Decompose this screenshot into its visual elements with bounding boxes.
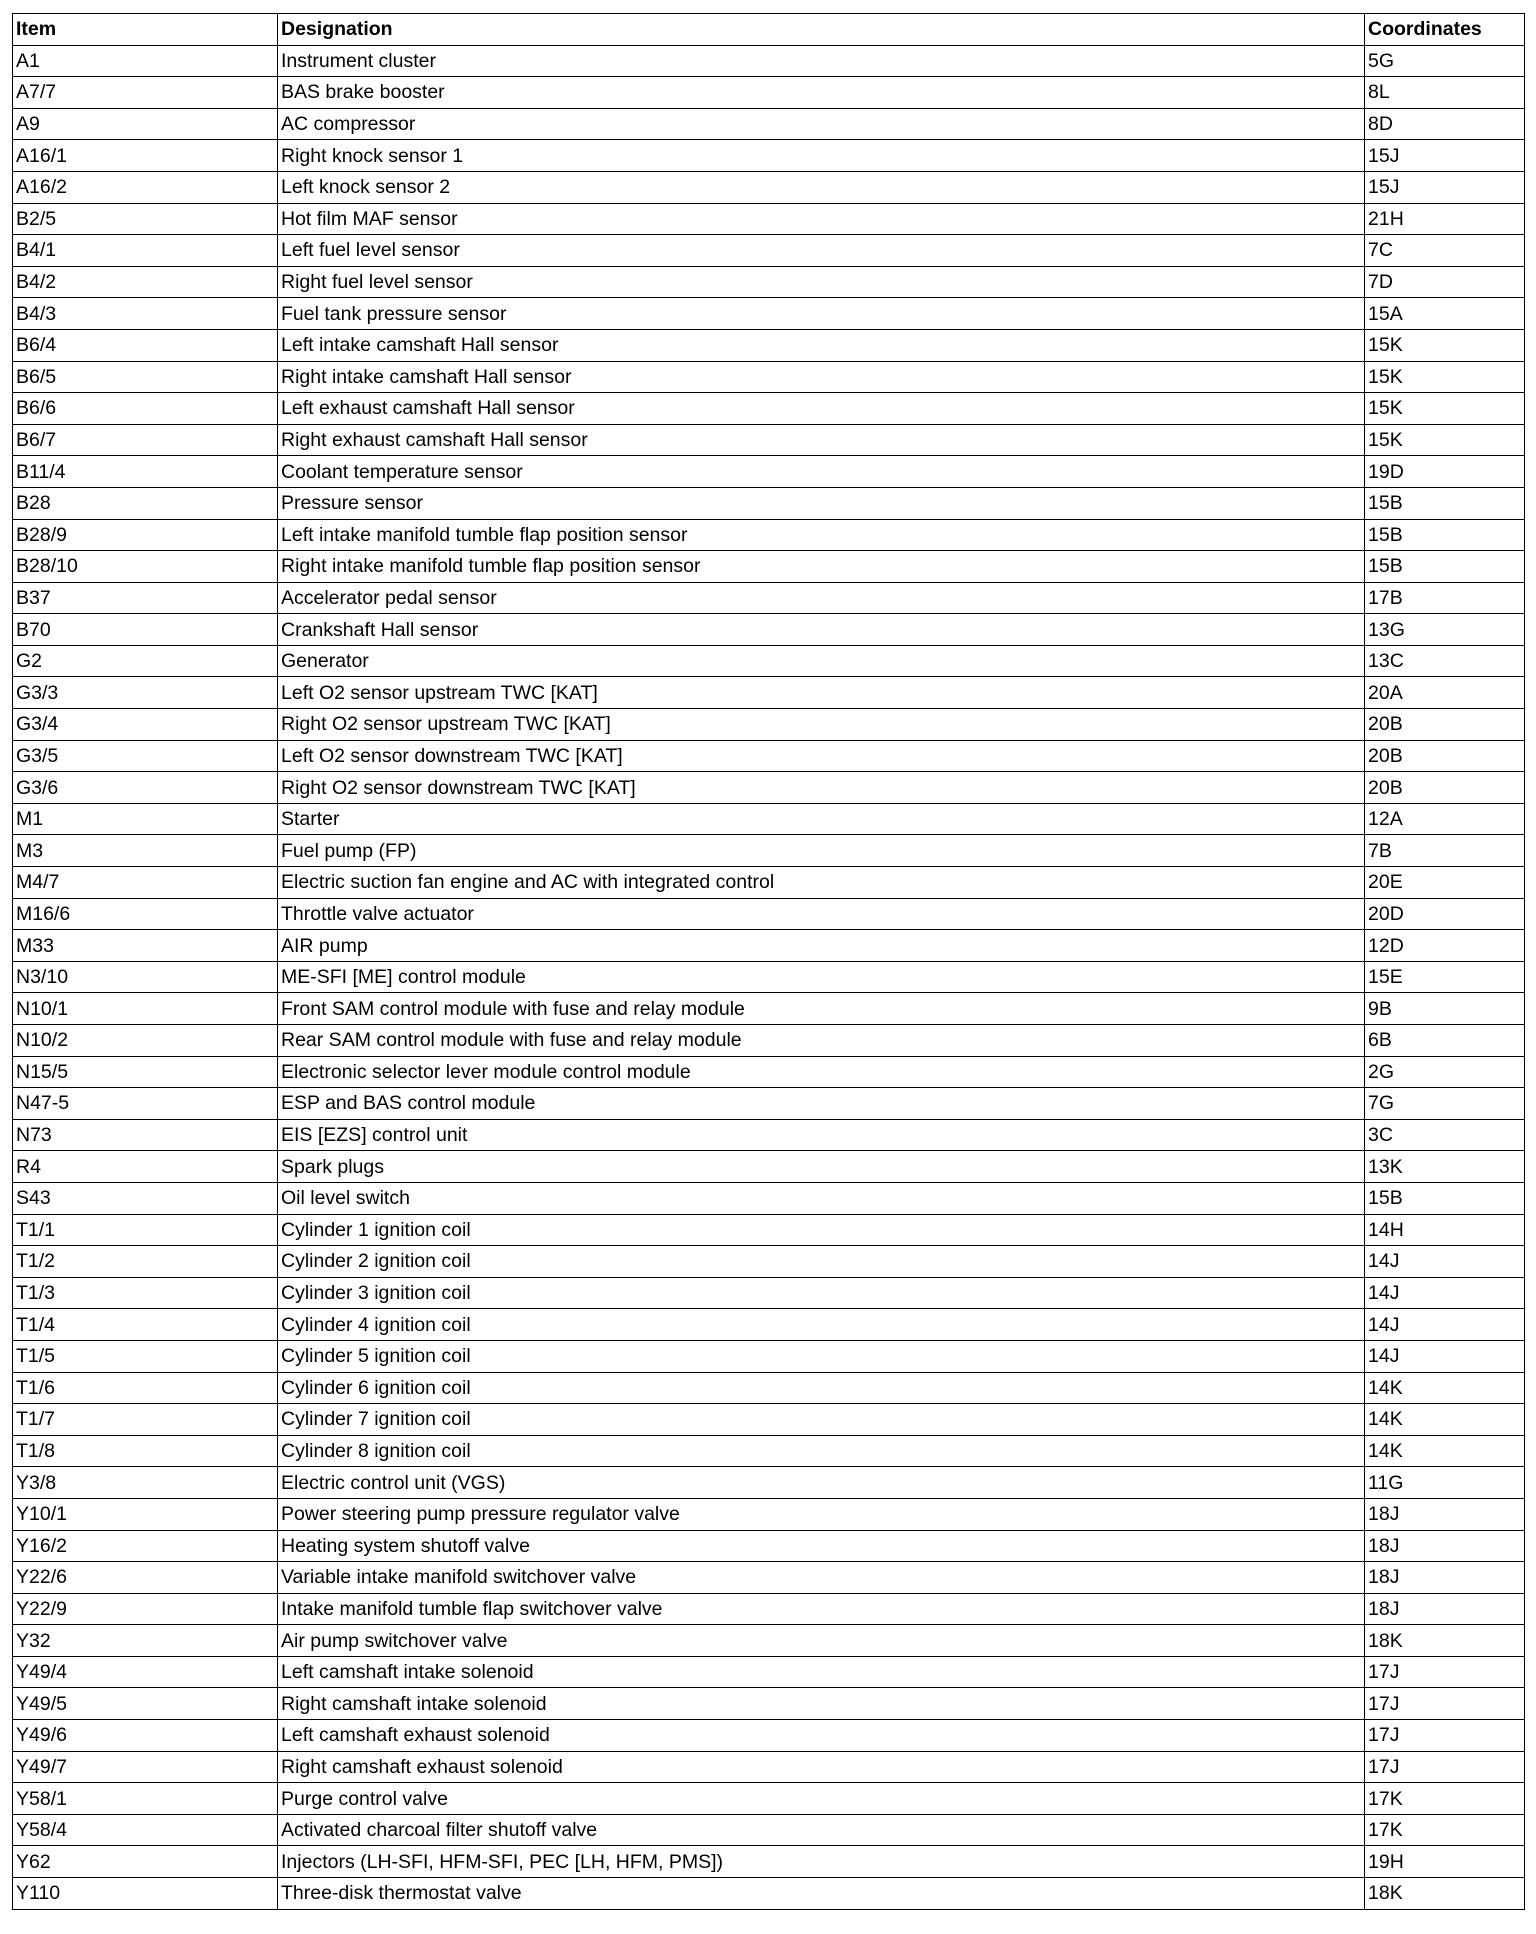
cell-item: B28/9	[13, 519, 278, 551]
cell-coordinates: 14K	[1365, 1435, 1525, 1467]
cell-item: B4/3	[13, 298, 278, 330]
cell-item: M1	[13, 803, 278, 835]
cell-item: Y62	[13, 1846, 278, 1878]
cell-coordinates: 19D	[1365, 456, 1525, 488]
table-row	[13, 614, 1525, 646]
cell-item: Y49/5	[13, 1688, 278, 1720]
table-row	[13, 1814, 1525, 1846]
cell-item: Y16/2	[13, 1530, 278, 1562]
cell-designation: Rear SAM control module with fuse and relay module	[278, 1025, 1365, 1057]
cell-designation: Right O2 sensor upstream TWC [KAT]	[278, 709, 1365, 741]
cell-item: Y49/4	[13, 1656, 278, 1688]
cell-item: Y49/6	[13, 1720, 278, 1752]
cell-item: A7/7	[13, 77, 278, 109]
cell-designation: Spark plugs	[278, 1151, 1365, 1183]
cell-designation: Electric control unit (VGS)	[278, 1467, 1365, 1499]
table-row	[13, 1688, 1525, 1720]
table-row	[13, 1277, 1525, 1309]
cell-item: Y22/9	[13, 1593, 278, 1625]
table-row	[13, 108, 1525, 140]
table-row	[13, 1498, 1525, 1530]
table-row	[13, 740, 1525, 772]
table-row	[13, 393, 1525, 425]
cell-item: T1/8	[13, 1435, 278, 1467]
table-row	[13, 1435, 1525, 1467]
cell-designation: Generator	[278, 645, 1365, 677]
cell-coordinates: 12A	[1365, 803, 1525, 835]
table-row	[13, 1151, 1525, 1183]
cell-item: N10/2	[13, 1025, 278, 1057]
cell-item: T1/5	[13, 1340, 278, 1372]
cell-item: Y32	[13, 1625, 278, 1657]
cell-designation: Right exhaust camshaft Hall sensor	[278, 424, 1365, 456]
cell-designation: Pressure sensor	[278, 487, 1365, 519]
cell-designation: Coolant temperature sensor	[278, 456, 1365, 488]
component-legend-table	[12, 13, 1525, 1910]
cell-designation: AC compressor	[278, 108, 1365, 140]
cell-coordinates: 15B	[1365, 487, 1525, 519]
cell-designation: Fuel tank pressure sensor	[278, 298, 1365, 330]
cell-item: B4/2	[13, 266, 278, 298]
cell-designation: Three-disk thermostat valve	[278, 1878, 1365, 1910]
cell-coordinates: 7D	[1365, 266, 1525, 298]
table-row	[13, 45, 1525, 77]
cell-item: N73	[13, 1119, 278, 1151]
cell-coordinates: 17B	[1365, 582, 1525, 614]
table-row	[13, 898, 1525, 930]
cell-coordinates: 3C	[1365, 1119, 1525, 1151]
table-row	[13, 709, 1525, 741]
table-row	[13, 266, 1525, 298]
cell-coordinates: 17K	[1365, 1783, 1525, 1815]
table-row	[13, 803, 1525, 835]
cell-item: Y22/6	[13, 1562, 278, 1594]
cell-coordinates: 21H	[1365, 203, 1525, 235]
cell-item: T1/3	[13, 1277, 278, 1309]
cell-designation: Right knock sensor 1	[278, 140, 1365, 172]
cell-coordinates: 20E	[1365, 867, 1525, 899]
table-row	[13, 1593, 1525, 1625]
cell-coordinates: 15K	[1365, 361, 1525, 393]
table-row	[13, 772, 1525, 804]
cell-designation: Cylinder 6 ignition coil	[278, 1372, 1365, 1404]
table-row	[13, 140, 1525, 172]
cell-coordinates: 17J	[1365, 1751, 1525, 1783]
table-row	[13, 1372, 1525, 1404]
table-row	[13, 993, 1525, 1025]
cell-item: M4/7	[13, 867, 278, 899]
cell-item: B11/4	[13, 456, 278, 488]
cell-designation: Right camshaft intake solenoid	[278, 1688, 1365, 1720]
cell-coordinates: 18K	[1365, 1625, 1525, 1657]
table-row	[13, 171, 1525, 203]
cell-designation: Air pump switchover valve	[278, 1625, 1365, 1657]
cell-coordinates: 15B	[1365, 1182, 1525, 1214]
cell-coordinates: 15K	[1365, 329, 1525, 361]
cell-coordinates: 20A	[1365, 677, 1525, 709]
cell-designation: Heating system shutoff valve	[278, 1530, 1365, 1562]
cell-designation: Throttle valve actuator	[278, 898, 1365, 930]
cell-item: Y3/8	[13, 1467, 278, 1499]
cell-designation: Left knock sensor 2	[278, 171, 1365, 203]
cell-item: B6/4	[13, 329, 278, 361]
table-row	[13, 456, 1525, 488]
table-row	[13, 424, 1525, 456]
cell-designation: Crankshaft Hall sensor	[278, 614, 1365, 646]
cell-designation: Cylinder 3 ignition coil	[278, 1277, 1365, 1309]
cell-item: B28/10	[13, 551, 278, 583]
cell-coordinates: 15J	[1365, 171, 1525, 203]
table-row	[13, 1783, 1525, 1815]
table-row	[13, 582, 1525, 614]
table-row	[13, 835, 1525, 867]
cell-coordinates: 15K	[1365, 393, 1525, 425]
cell-designation: BAS brake booster	[278, 77, 1365, 109]
cell-coordinates: 7C	[1365, 235, 1525, 267]
table-row	[13, 1625, 1525, 1657]
table-row	[13, 645, 1525, 677]
cell-designation: Cylinder 4 ignition coil	[278, 1309, 1365, 1341]
cell-designation: ESP and BAS control module	[278, 1088, 1365, 1120]
cell-coordinates: 5G	[1365, 45, 1525, 77]
table-row	[13, 1056, 1525, 1088]
cell-coordinates: 9B	[1365, 993, 1525, 1025]
table-row	[13, 329, 1525, 361]
cell-designation: Cylinder 1 ignition coil	[278, 1214, 1365, 1246]
cell-coordinates: 14J	[1365, 1277, 1525, 1309]
cell-designation: Injectors (LH-SFI, HFM-SFI, PEC [LH, HFM, PMS])	[278, 1846, 1365, 1878]
cell-coordinates: 7G	[1365, 1088, 1525, 1120]
cell-item: M16/6	[13, 898, 278, 930]
cell-item: G3/6	[13, 772, 278, 804]
cell-item: B4/1	[13, 235, 278, 267]
cell-coordinates: 17J	[1365, 1688, 1525, 1720]
cell-coordinates: 14J	[1365, 1309, 1525, 1341]
table-row	[13, 361, 1525, 393]
cell-item: T1/4	[13, 1309, 278, 1341]
cell-coordinates: 7B	[1365, 835, 1525, 867]
cell-designation: AIR pump	[278, 930, 1365, 962]
table-header	[13, 14, 1525, 46]
table-row	[13, 1846, 1525, 1878]
table-row	[13, 1340, 1525, 1372]
cell-designation: Right intake camshaft Hall sensor	[278, 361, 1365, 393]
table-row	[13, 1309, 1525, 1341]
cell-coordinates: 2G	[1365, 1056, 1525, 1088]
cell-coordinates: 11G	[1365, 1467, 1525, 1499]
cell-item: Y58/1	[13, 1783, 278, 1815]
cell-coordinates: 20B	[1365, 709, 1525, 741]
cell-coordinates: 18J	[1365, 1562, 1525, 1594]
table-row	[13, 77, 1525, 109]
table-row	[13, 930, 1525, 962]
cell-item: A1	[13, 45, 278, 77]
table-row	[13, 867, 1525, 899]
cell-designation: Right intake manifold tumble flap position sensor	[278, 551, 1365, 583]
cell-item: N47-5	[13, 1088, 278, 1120]
cell-coordinates: 8L	[1365, 77, 1525, 109]
cell-designation: Left O2 sensor upstream TWC [KAT]	[278, 677, 1365, 709]
cell-coordinates: 14H	[1365, 1214, 1525, 1246]
cell-designation: Right camshaft exhaust solenoid	[278, 1751, 1365, 1783]
cell-coordinates: 15B	[1365, 519, 1525, 551]
cell-designation: Electric suction fan engine and AC with integrated control	[278, 867, 1365, 899]
cell-coordinates: 14J	[1365, 1246, 1525, 1278]
cell-item: G3/4	[13, 709, 278, 741]
cell-coordinates: 15B	[1365, 551, 1525, 583]
cell-item: M33	[13, 930, 278, 962]
table-row	[13, 1246, 1525, 1278]
cell-coordinates: 19H	[1365, 1846, 1525, 1878]
cell-item: G3/3	[13, 677, 278, 709]
cell-item: B6/7	[13, 424, 278, 456]
cell-item: B6/6	[13, 393, 278, 425]
cell-coordinates: 13K	[1365, 1151, 1525, 1183]
cell-designation: Hot film MAF sensor	[278, 203, 1365, 235]
cell-coordinates: 13G	[1365, 614, 1525, 646]
table-row	[13, 1467, 1525, 1499]
header-row	[13, 14, 1525, 46]
cell-coordinates: 18J	[1365, 1593, 1525, 1625]
cell-coordinates: 20B	[1365, 772, 1525, 804]
cell-item: Y10/1	[13, 1498, 278, 1530]
table-row	[13, 1404, 1525, 1436]
cell-designation: Right fuel level sensor	[278, 266, 1365, 298]
cell-designation: Instrument cluster	[278, 45, 1365, 77]
cell-item: R4	[13, 1151, 278, 1183]
cell-item: N15/5	[13, 1056, 278, 1088]
cell-coordinates: 14K	[1365, 1372, 1525, 1404]
cell-item: A16/2	[13, 171, 278, 203]
cell-designation: Purge control valve	[278, 1783, 1365, 1815]
table-row	[13, 1562, 1525, 1594]
cell-designation: Fuel pump (FP)	[278, 835, 1365, 867]
cell-item: Y110	[13, 1878, 278, 1910]
table-row	[13, 1214, 1525, 1246]
table-row	[13, 677, 1525, 709]
cell-coordinates: 17J	[1365, 1656, 1525, 1688]
cell-item: Y49/7	[13, 1751, 278, 1783]
cell-designation: Left fuel level sensor	[278, 235, 1365, 267]
cell-designation: Left intake manifold tumble flap position sensor	[278, 519, 1365, 551]
cell-designation: Cylinder 8 ignition coil	[278, 1435, 1365, 1467]
component-legend-sheet	[12, 13, 1524, 1910]
table-row	[13, 1656, 1525, 1688]
cell-coordinates: 18K	[1365, 1878, 1525, 1910]
cell-coordinates: 18J	[1365, 1498, 1525, 1530]
cell-designation: Accelerator pedal sensor	[278, 582, 1365, 614]
column-header-designation: Designation	[278, 14, 1365, 46]
cell-coordinates: 13C	[1365, 645, 1525, 677]
column-header-coordinates: Coordinates	[1365, 14, 1525, 46]
cell-coordinates: 15A	[1365, 298, 1525, 330]
cell-coordinates: 14J	[1365, 1340, 1525, 1372]
cell-coordinates: 17J	[1365, 1720, 1525, 1752]
cell-designation: Power steering pump pressure regulator valve	[278, 1498, 1365, 1530]
cell-coordinates: 8D	[1365, 108, 1525, 140]
cell-item: S43	[13, 1182, 278, 1214]
cell-coordinates: 20D	[1365, 898, 1525, 930]
cell-item: T1/6	[13, 1372, 278, 1404]
cell-item: N3/10	[13, 961, 278, 993]
table-row	[13, 1119, 1525, 1151]
cell-designation: Electronic selector lever module control module	[278, 1056, 1365, 1088]
cell-item: B28	[13, 487, 278, 519]
cell-designation: Starter	[278, 803, 1365, 835]
cell-designation: ME-SFI [ME] control module	[278, 961, 1365, 993]
cell-designation: Right O2 sensor downstream TWC [KAT]	[278, 772, 1365, 804]
cell-designation: Left O2 sensor downstream TWC [KAT]	[278, 740, 1365, 772]
cell-coordinates: 18J	[1365, 1530, 1525, 1562]
cell-designation: Left camshaft exhaust solenoid	[278, 1720, 1365, 1752]
cell-coordinates: 15K	[1365, 424, 1525, 456]
cell-designation: EIS [EZS] control unit	[278, 1119, 1365, 1151]
cell-coordinates: 14K	[1365, 1404, 1525, 1436]
table-row	[13, 203, 1525, 235]
table-row	[13, 1878, 1525, 1910]
cell-item: B2/5	[13, 203, 278, 235]
table-row	[13, 1182, 1525, 1214]
cell-item: T1/2	[13, 1246, 278, 1278]
cell-designation: Cylinder 2 ignition coil	[278, 1246, 1365, 1278]
cell-item: G3/5	[13, 740, 278, 772]
cell-item: B70	[13, 614, 278, 646]
table-row	[13, 1088, 1525, 1120]
table-row	[13, 519, 1525, 551]
cell-designation: Left camshaft intake solenoid	[278, 1656, 1365, 1688]
cell-coordinates: 12D	[1365, 930, 1525, 962]
cell-coordinates: 17K	[1365, 1814, 1525, 1846]
cell-item: N10/1	[13, 993, 278, 1025]
cell-item: G2	[13, 645, 278, 677]
cell-item: B6/5	[13, 361, 278, 393]
table-row	[13, 1025, 1525, 1057]
cell-designation: Left intake camshaft Hall sensor	[278, 329, 1365, 361]
cell-item: A9	[13, 108, 278, 140]
cell-designation: Front SAM control module with fuse and relay module	[278, 993, 1365, 1025]
cell-coordinates: 15E	[1365, 961, 1525, 993]
cell-item: Y58/4	[13, 1814, 278, 1846]
cell-designation: Activated charcoal filter shutoff valve	[278, 1814, 1365, 1846]
cell-item: M3	[13, 835, 278, 867]
table-body	[13, 45, 1525, 1909]
cell-item: T1/7	[13, 1404, 278, 1436]
cell-coordinates: 20B	[1365, 740, 1525, 772]
cell-designation: Left exhaust camshaft Hall sensor	[278, 393, 1365, 425]
table-row	[13, 298, 1525, 330]
cell-designation: Variable intake manifold switchover valve	[278, 1562, 1365, 1594]
cell-designation: Intake manifold tumble flap switchover valve	[278, 1593, 1365, 1625]
table-row	[13, 235, 1525, 267]
cell-designation: Cylinder 7 ignition coil	[278, 1404, 1365, 1436]
table-row	[13, 1751, 1525, 1783]
cell-item: B37	[13, 582, 278, 614]
table-row	[13, 961, 1525, 993]
cell-coordinates: 6B	[1365, 1025, 1525, 1057]
table-row	[13, 1530, 1525, 1562]
cell-item: T1/1	[13, 1214, 278, 1246]
table-row	[13, 551, 1525, 583]
cell-designation: Oil level switch	[278, 1182, 1365, 1214]
cell-coordinates: 15J	[1365, 140, 1525, 172]
table-row	[13, 487, 1525, 519]
table-row	[13, 1720, 1525, 1752]
cell-item: A16/1	[13, 140, 278, 172]
column-header-item: Item	[13, 14, 278, 46]
cell-designation: Cylinder 5 ignition coil	[278, 1340, 1365, 1372]
